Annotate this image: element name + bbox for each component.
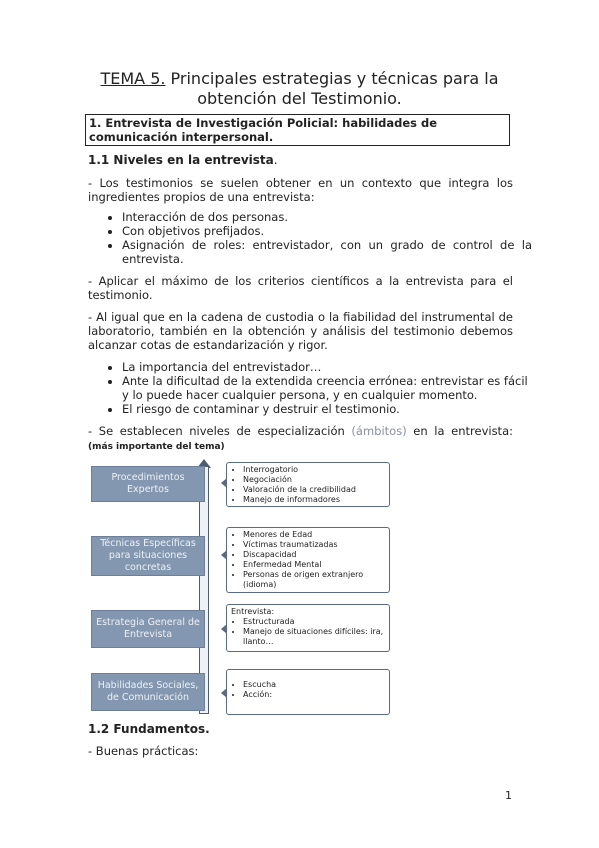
document-title — [60, 69, 539, 109]
paragraph-criterios: - Aplicar el máximo de los criterios científicos a la entrevista para el testimonio. — [88, 274, 513, 302]
list-item: • Con objetivos prefijados. — [122, 224, 532, 238]
paragraph-testimonios: - Los testimonios se suelen obtener en un contexto que integra los ingredientes propios de una entrevista: — [88, 176, 513, 204]
list-item: • Interacción de dos personas. — [122, 210, 532, 224]
level-items-habilidades — [226, 669, 390, 715]
page-number: 1 — [505, 789, 512, 802]
level-box-procedimientos: Procedimientos Expertos — [91, 466, 205, 502]
list-item: • Ante la dificultad de la extendida creencia errónea: entrevistar es fácil y lo puede hacer cualquier persona, y en cualquier momento. — [122, 374, 532, 402]
list-item: • Víctimas traumatizadas — [243, 540, 385, 550]
level-items-estrategia — [226, 604, 390, 652]
list-item: • Enfermedad Mental — [243, 560, 385, 570]
list-item: • Interrogatorio — [243, 465, 385, 475]
level-box-estrategia: Estrategia General de Entrevista — [91, 610, 205, 648]
list-item: • Personas de origen extranjero (idioma) — [243, 570, 385, 590]
list-item: • Valoración de la credibilidad — [243, 485, 385, 495]
level-box-habilidades: Habilidades Sociales, de Comunicación — [91, 673, 205, 711]
title-number: TEMA 5. — [100, 69, 166, 88]
level-items-tecnicas — [226, 527, 390, 593]
list-item: • Estructurada — [243, 617, 385, 627]
list-item: • Manejo de situaciones difíciles: ira, llanto… — [243, 627, 385, 647]
list-item: • La importancia del entrevistador… — [122, 360, 532, 374]
paragraph-cadena-custodia: - Al igual que en la cadena de custodia o la fiabilidad del instrumental de laboratorio, también en la obtención y análisis del testimonio debemos alcanzar cotas de estandarización y rigor. — [88, 310, 513, 352]
subsection-1-1-heading: 1.1 Niveles en la entrevista. — [88, 153, 278, 167]
title-text-line1: Principales estrategias y técnicas para la — [165, 69, 499, 88]
list-item: • Acción: — [243, 690, 385, 700]
title-text-line2: obtención del Testimonio. — [197, 89, 402, 108]
paragraph-niveles: - Se establecen niveles de especialización (ámbitos) en la entrevista: (más importante del tema) — [88, 424, 513, 452]
list-item: • Manejo de informadores — [243, 495, 385, 505]
level-items-procedimientos — [226, 462, 390, 507]
section-1-heading: 1. Entrevista de Investigación Policial: habilidades de comunicación interpersonal. — [85, 114, 510, 146]
subsection-1-2-heading: 1.2 Fundamentos. — [88, 722, 210, 736]
bullet-list-entrevistador — [102, 360, 532, 416]
level-box-tecnicas: Técnicas Específicas para situaciones concretas — [91, 536, 205, 576]
level-items-intro: Entrevista: — [231, 607, 275, 616]
list-item: • Menores de Edad — [243, 530, 385, 540]
paragraph-buenas-practicas: - Buenas prácticas: — [88, 744, 199, 758]
list-item: • El riesgo de contaminar y destruir el testimonio. — [122, 402, 532, 416]
list-item: • Negociación — [243, 475, 385, 485]
list-item: • Escucha — [243, 680, 385, 690]
bullet-list-ingredientes — [102, 210, 532, 266]
list-item: • Asignación de roles: entrevistador, con un grado de control de la entrevista. — [122, 238, 532, 266]
list-item: • Discapacidad — [243, 550, 385, 560]
